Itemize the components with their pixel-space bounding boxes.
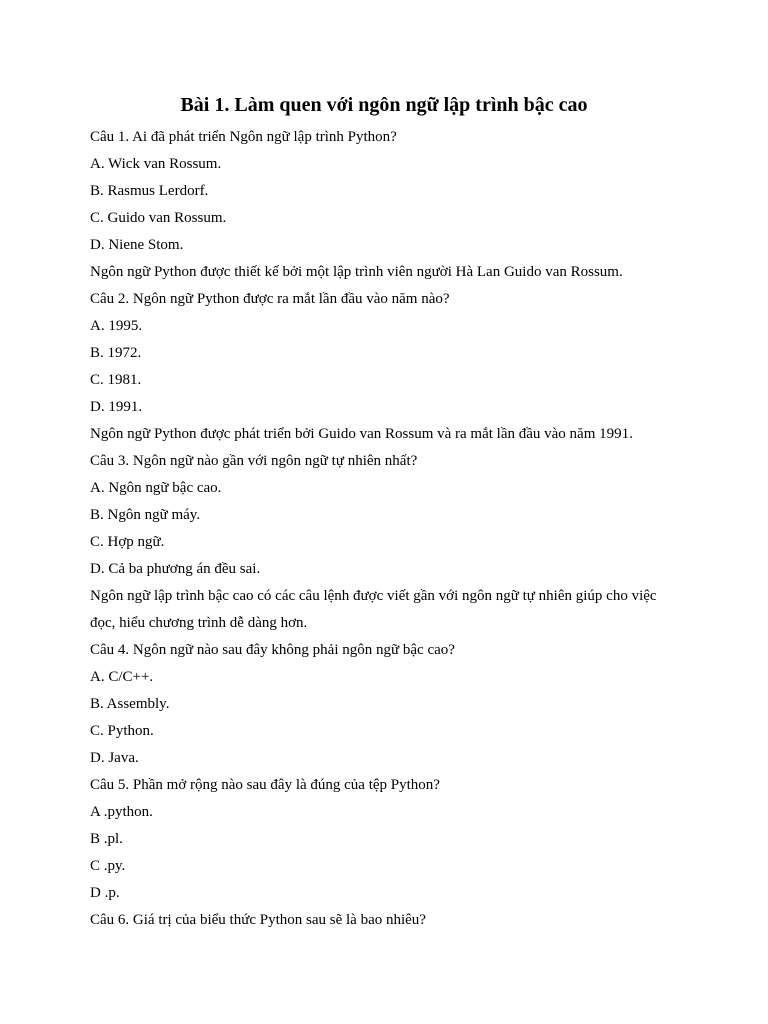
question-4-option-b: B. Assembly. xyxy=(90,696,170,712)
question-2-option-c: C. 1981. xyxy=(90,372,142,388)
question-1-option-b: B. Rasmus Lerdorf. xyxy=(90,183,209,199)
question-1-option-d: D. Niene Stom. xyxy=(90,237,184,253)
question-5-option-b: B .pl. xyxy=(90,831,123,847)
page-title: Bài 1. Làm quen với ngôn ngữ lập trình bậc cao xyxy=(180,94,588,116)
question-3-explanation-line-1: Ngôn ngữ lập trình bậc cao có các câu lệnh được viết gần với ngôn ngữ tự nhiên giúp cho việc xyxy=(90,588,657,604)
question-2-explanation: Ngôn ngữ Python được phát triển bởi Guido van Rossum và ra mắt lần đầu vào năm 1991. xyxy=(90,426,633,442)
question-3-option-b: B. Ngôn ngữ máy. xyxy=(90,507,201,523)
question-3-text: Câu 3. Ngôn ngữ nào gần với ngôn ngữ tự nhiên nhất? xyxy=(90,453,418,469)
question-1-option-c: C. Guido van Rossum. xyxy=(90,210,227,226)
question-5-option-c: C .py. xyxy=(90,858,126,874)
question-2-option-d: D. 1991. xyxy=(90,399,143,415)
question-3-option-a: A. Ngôn ngữ bậc cao. xyxy=(90,480,222,496)
document-body xyxy=(90,124,690,934)
question-1-text: Câu 1. Ai đã phát triển Ngôn ngữ lập trình Python? xyxy=(90,129,397,145)
question-3-option-c: C. Hợp ngữ. xyxy=(90,534,165,550)
question-4-option-c: C. Python. xyxy=(90,723,154,739)
question-3-option-d: D. Cả ba phương án đều sai. xyxy=(90,561,261,577)
question-4-option-a: A. C/C++. xyxy=(90,669,154,685)
question-5-option-d: D .p. xyxy=(90,885,120,901)
question-1-option-a: A. Wick van Rossum. xyxy=(90,156,222,172)
question-4-text: Câu 4. Ngôn ngữ nào sau đây không phải ngôn ngữ bậc cao? xyxy=(90,642,455,658)
question-3-explanation-line-2: đọc, hiểu chương trình dễ dàng hơn. xyxy=(90,615,308,631)
question-2-option-b: B. 1972. xyxy=(90,345,142,361)
question-1-explanation: Ngôn ngữ Python được thiết kế bởi một lập trình viên người Hà Lan Guido van Rossum. xyxy=(90,264,623,280)
question-2-text: Câu 2. Ngôn ngữ Python được ra mắt lần đầu vào năm nào? xyxy=(90,291,450,307)
question-5-text: Câu 5. Phần mở rộng nào sau đây là đúng của tệp Python? xyxy=(90,777,440,793)
question-5-option-a: A .python. xyxy=(90,804,153,820)
question-4-option-d: D. Java. xyxy=(90,750,139,766)
question-2-option-a: A. 1995. xyxy=(90,318,143,334)
question-6-text: Câu 6. Giá trị của biểu thức Python sau sẽ là bao nhiêu? xyxy=(90,912,426,928)
